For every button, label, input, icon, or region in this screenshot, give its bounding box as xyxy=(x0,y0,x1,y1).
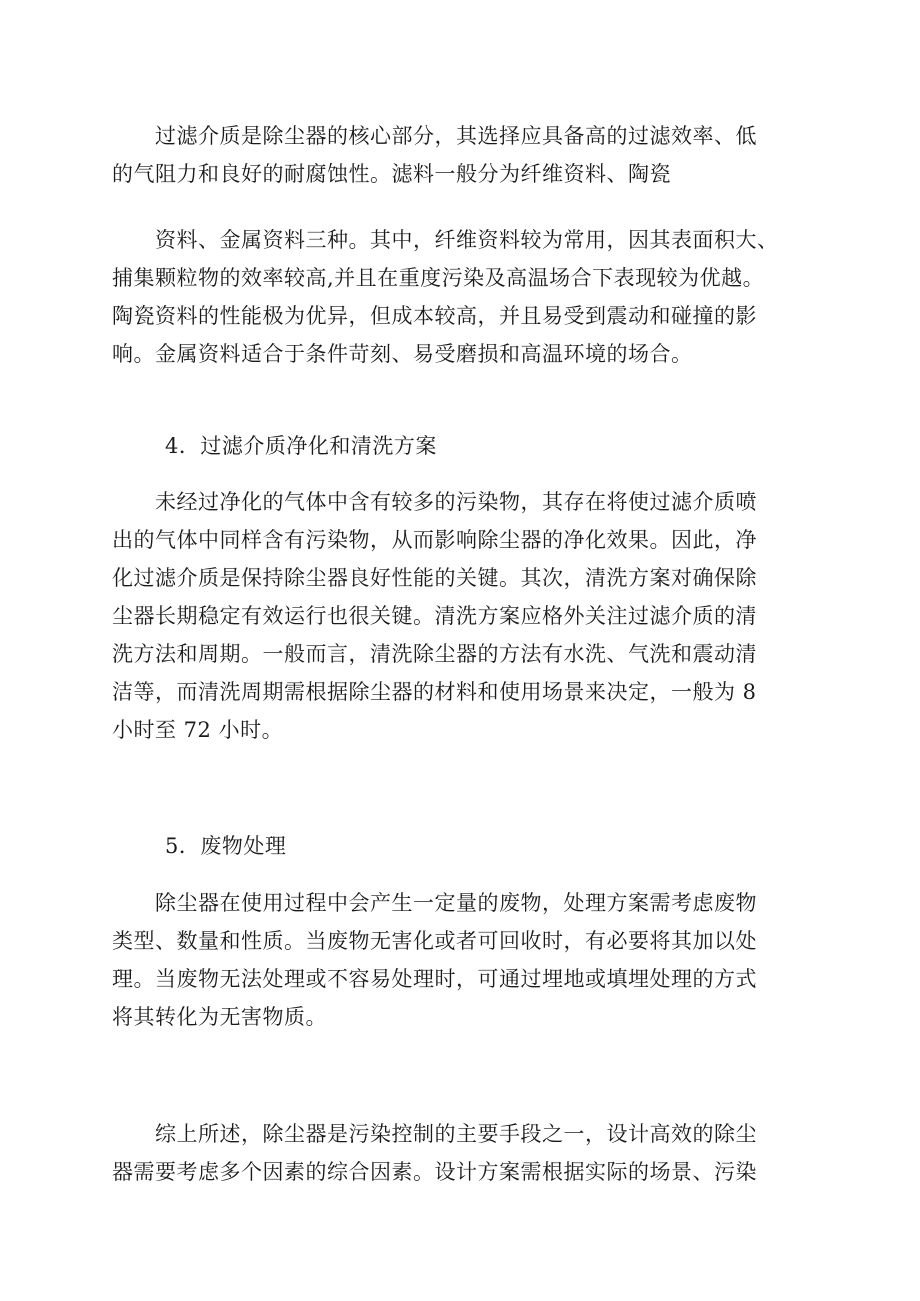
text-line: 综上所述，除尘器是污染控制的主要手段之一，设计高效的除尘 xyxy=(112,1122,757,1146)
text-line: 过滤介质是除尘器的核心部分，其选择应具备高的过滤效率、低 xyxy=(112,124,757,148)
paragraph-cleaning-plan xyxy=(112,483,792,749)
text-line: 尘器长期稳定有效运行也很关键。清洗方案应格外关注过滤介质的清 xyxy=(112,604,757,628)
paragraph-material-types xyxy=(112,221,792,373)
text-line: 出的气体中同样含有污染物，从而影响除尘器的净化效果。因此，净 xyxy=(112,528,757,552)
text-line: 类型、数量和性质。当废物无害化或者可回收时，有必要将其加以处 xyxy=(112,929,757,953)
paragraph-waste-treatment xyxy=(112,884,792,1036)
text-line: 器需要考虑多个因素的综合因素。设计方案需根据实际的场景、污染 xyxy=(112,1160,757,1184)
text-line: 化过滤介质是保持除尘器良好性能的关键。其次，清洗方案对确保除 xyxy=(112,566,757,590)
paragraph-summary xyxy=(112,1115,792,1191)
text-line: 除尘器在使用过程中会产生一定量的废物，处理方案需考虑废物 xyxy=(112,891,757,915)
text-line: 资料、金属资料三种。其中，纤维资料较为常用，因其表面积大、 xyxy=(112,228,779,252)
text-line: 洁等，而清洗周期需根据除尘器的材料和使用场景来决定，一般为 8 xyxy=(112,680,757,704)
text-line: 理。当废物无法处理或不容易处理时，可通过埋地或填埋处理的方式 xyxy=(112,967,757,991)
text-line: 陶瓷资料的性能极为优异，但成本较高，并且易受到震动和碰撞的影 xyxy=(112,304,757,328)
text-line: 未经过净化的气体中含有较多的污染物，其存在将使过滤介质喷 xyxy=(112,490,757,514)
text-line: 响。金属资料适合于条件苛刻、易受磨损和高温环境的场合。 xyxy=(112,342,693,366)
section-heading-5: 5．废物处理 xyxy=(165,834,287,858)
text-line: 洗方法和周期。一般而言，清洗除尘器的方法有水洗、气洗和震动清 xyxy=(112,642,757,666)
text-line: 捕集颗粒物的效率较高,并且在重度污染及高温场合下表现较为优越。 xyxy=(112,266,765,290)
text-line: 小时至 72 小时。 xyxy=(112,718,284,742)
text-line: 的气阻力和良好的耐腐蚀性。滤料一般分为纤维资料、陶瓷 xyxy=(112,162,671,186)
paragraph-filter-media xyxy=(112,117,792,193)
text-line: 将其转化为无害物质。 xyxy=(112,1005,327,1029)
section-heading-4: 4．过滤介质净化和清洗方案 xyxy=(165,434,437,458)
